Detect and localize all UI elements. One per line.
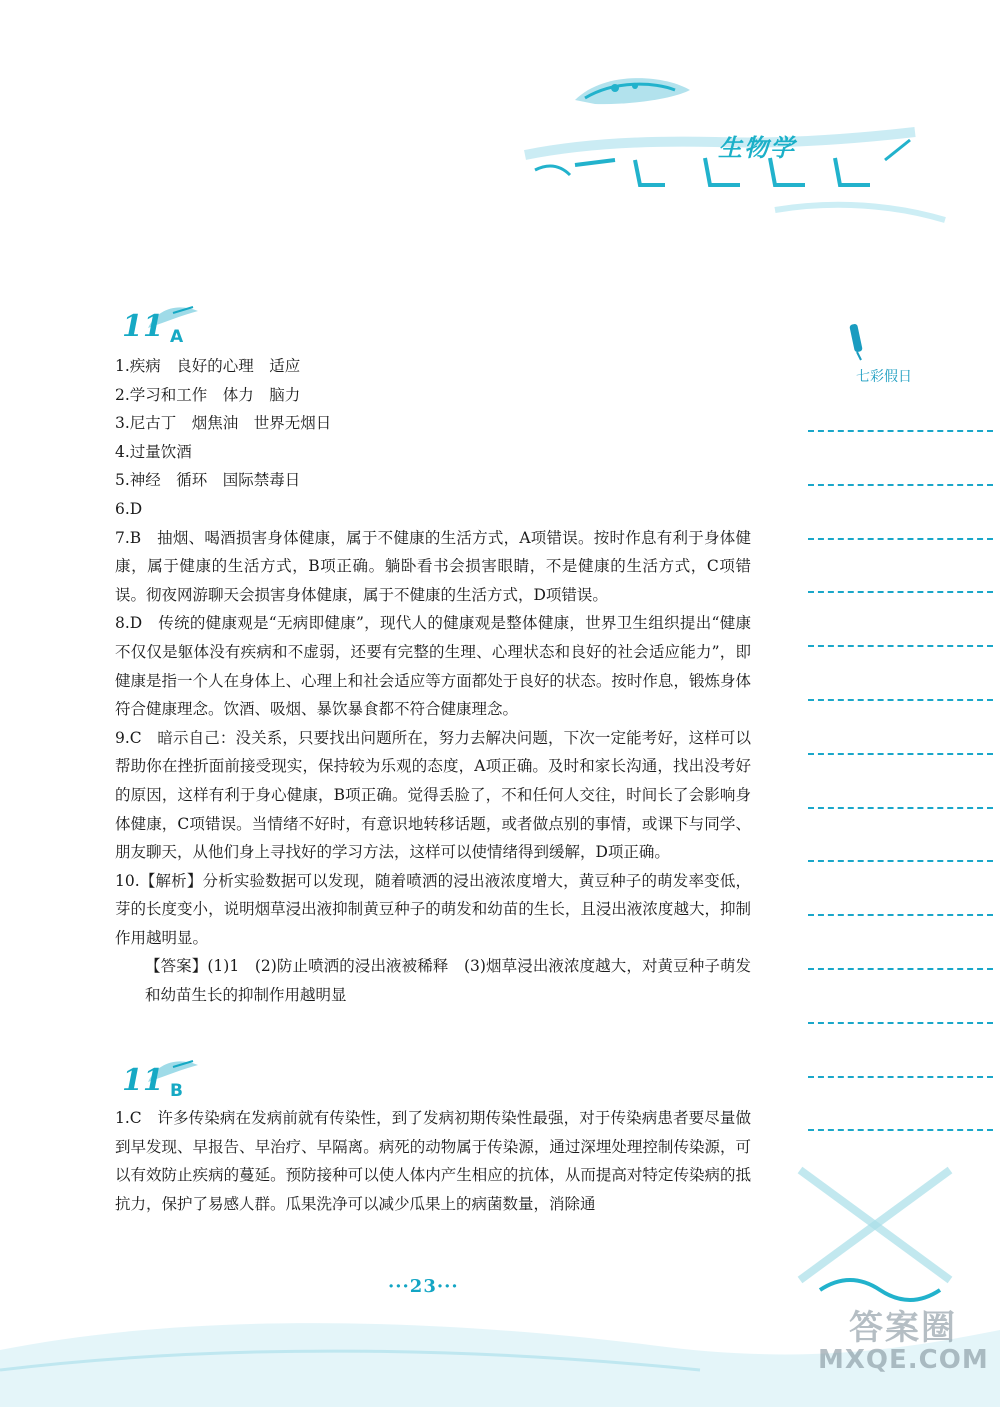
note-line	[808, 430, 993, 432]
watermark-url: MXQE.COM	[818, 1345, 989, 1375]
note-line	[808, 753, 993, 755]
answer-key: 【答案】(1)1 (2)防止喷洒的浸出液被稀释 (3)烟草浸出液浓度越大，对黄豆种子萌发和幼苗生长的抑制作用越明显	[145, 957, 751, 1005]
answer-item: 1.疾病 良好的心理 适应	[115, 357, 301, 375]
watermark	[818, 1300, 988, 1375]
subject-title: 生物学	[718, 134, 796, 162]
note-line	[808, 591, 993, 593]
answer-item: 4.过量饮酒	[115, 442, 192, 461]
section-number: 11	[122, 1063, 164, 1098]
note-line	[808, 699, 993, 701]
section-number: 11	[122, 309, 164, 344]
section-letter: A	[170, 327, 184, 347]
sidebar-label: 七彩假日	[856, 369, 912, 385]
note-line	[808, 484, 993, 486]
answer-item: 7.B 抽烟、喝酒损害身体健康，属于不健康的生活方式，A项错误。按时作息有利于身体健康，属于健康的生活方式，B项正确。躺卧看书会损害眼睛，不是健康的生活方式，C项错误。彻夜网游聊天会损害身体健康，属于不健康的生活方式，D项错误。	[115, 528, 751, 604]
answer-item: 1.C 许多传染病在发病前就有传染性，到了发病初期传染性最强，对于传染病患者要尽量做到早发现、早报告、早治疗、早隔离。病死的动物属于传染源，通过深埋处理控制传染源，可以有效防止疾病的蔓延。预防接种可以使人体内产生相应的抗体，从而提高对特定传染病的抵抗力，保护了易感人群。瓜果洗净可以减少瓜果上的病菌数量，消除通	[115, 1109, 751, 1213]
note-line	[808, 538, 993, 540]
section-badge-a	[118, 303, 203, 353]
note-line	[808, 645, 993, 647]
note-line	[808, 1076, 993, 1078]
answer-item: 10.【解析】分析实验数据可以发现，随着喷洒的浸出液浓度增大，黄豆种子的萌发率变低，芽的长度变小，说明烟草浸出液抑制黄豆种子的萌发和幼苗的生长，且浸出液浓度越大，抑制作用越明显。	[115, 871, 751, 947]
answer-item: 5.神经 循环 国际禁毒日	[115, 471, 301, 490]
footer-decoration	[760, 1160, 990, 1310]
note-lines	[808, 430, 993, 1183]
page-number: ···23···	[388, 1276, 459, 1297]
section-a-content	[115, 352, 751, 1010]
answer-item: 9.C 暗示自己：没关系，只要找出问题所在，努力去解决问题，下次一定能考好，这样可以帮助你在挫折面前接受现实，保持较为乐观的态度，A项正确。及时和家长沟通，找出没考好的原因，这样有利于身心健康，B项正确。觉得丢脸了，不和任何人交往，时间长了会影响身体健康，C项错误。当情绪不好时，有意识地转移话题，或者做点别的事情，或课下与同学、朋友聊天，从他们身上寻找好的学习方法，这样可以使情绪得到缓解，D项正确。	[115, 728, 751, 862]
note-line	[808, 1022, 993, 1024]
section-badge-b	[118, 1057, 203, 1107]
answer-item: 8.D 传统的健康观是“无病即健康”，现代人的健康观是整体健康，世界卫生组织提出“健康不仅仅是躯体没有疾病和不虚弱，还要有完整的生理、心理状态和良好的社会适应能力”，即健康是指一个人在身体上、心理上和社会适应等方面都处于良好的状态。按时作息，锻炼身体符合健康理念。饮酒、吸烟、暴饮暴食都不符合健康理念。	[115, 614, 751, 719]
pen-icon	[848, 322, 870, 362]
section-b-content	[115, 1104, 751, 1218]
answer-item: 2.学习和工作 体力 脑力	[115, 385, 301, 404]
note-line	[808, 1129, 993, 1131]
note-line	[808, 860, 993, 862]
answer-item: 6.D	[115, 499, 143, 518]
answer-item: 3.尼古丁 烟焦油 世界无烟日	[115, 414, 332, 433]
note-line	[808, 968, 993, 970]
note-line	[808, 807, 993, 809]
note-line	[808, 914, 993, 916]
section-letter: B	[170, 1081, 183, 1101]
watermark-main: 答案圈	[849, 1308, 957, 1348]
